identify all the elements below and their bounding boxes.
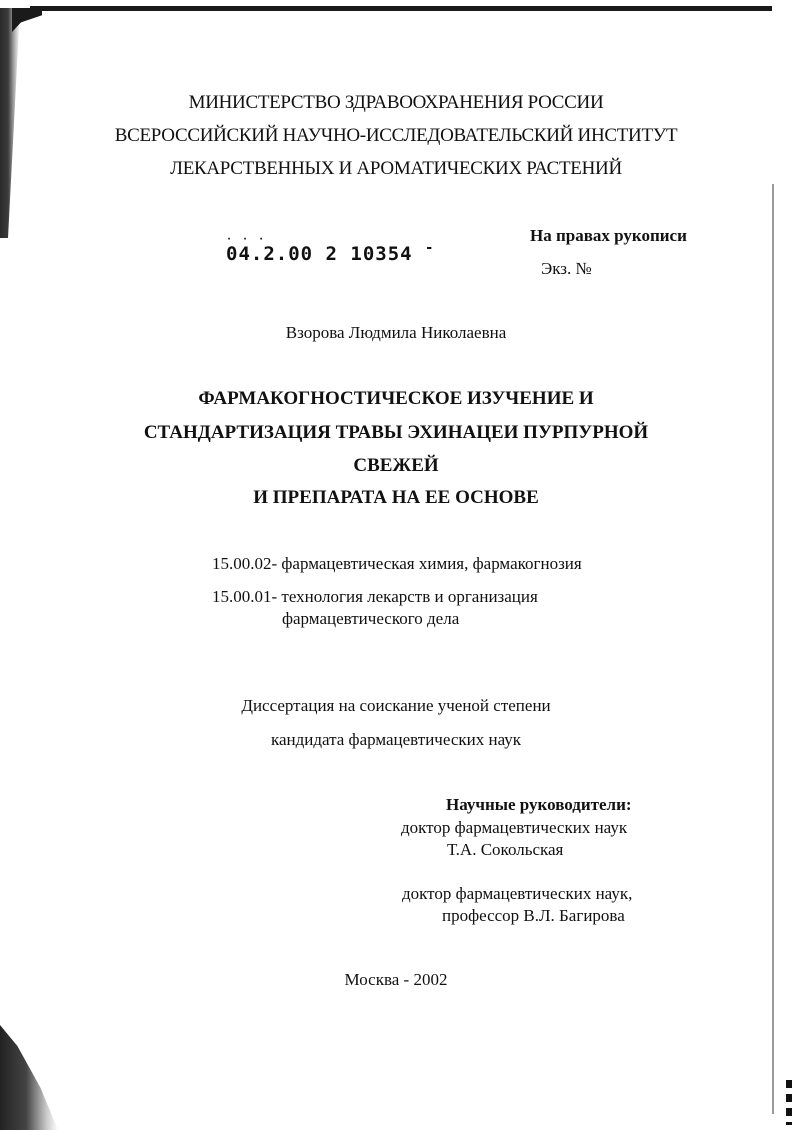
supervisor-1-name: Т.А. Сокольская: [447, 840, 564, 859]
stamp-number: 04.2.00 2 10354: [226, 243, 413, 265]
dissertation-purpose: Диссертация на соискание ученой степени: [241, 696, 551, 715]
ministry-name: МИНИСТЕРСТВО ЗДРАВООХРАНЕНИЯ РОССИИ: [188, 92, 604, 113]
thesis-title-line2: СТАНДАРТИЗАЦИЯ ТРАВЫ ЭХИНАЦЕИ ПУРПУРНОЙ: [143, 422, 649, 443]
specialty-code-2: 15.00.01- технология лекарств и организация: [212, 587, 538, 606]
institute-name-line2: ЛЕКАРСТВЕННЫХ И АРОМАТИЧЕСКИХ РАСТЕНИЙ: [170, 158, 622, 179]
dissertation-degree: кандидата фармацевтических наук: [270, 730, 522, 749]
library-stamp-number: [226, 234, 435, 265]
thesis-title-line1: ФАРМАКОГНОСТИЧЕСКОЕ ИЗУЧЕНИЕ И: [198, 388, 594, 409]
stamp-dots: · · ·: [226, 234, 267, 245]
thesis-title-line4: И ПРЕПАРАТА НА ЕЕ ОСНОВЕ: [253, 487, 539, 508]
copy-number-label: Экз. №: [541, 259, 592, 278]
supervisor-1-degree: доктор фармацевтических наук: [401, 818, 628, 837]
stamp-mark: -: [425, 240, 435, 256]
specialty-code-2-continued: фармацевтического дела: [282, 609, 460, 628]
scan-shadow-top-left: [0, 8, 20, 238]
scan-edge-marks-right: [786, 1080, 792, 1125]
author-name: Взорова Людмила Николаевна: [285, 323, 507, 342]
city-year: Москва - 2002: [344, 970, 448, 989]
institute-name-line1: ВСЕРОССИЙСКИЙ НАУЧНО-ИССЛЕДОВАТЕЛЬСКИЙ ИНСТИТУТ: [114, 125, 678, 146]
specialty-code-1: 15.00.02- фармацевтическая химия, фармакогнозия: [212, 554, 582, 573]
supervisor-2-name: профессор В.Л. Багирова: [442, 906, 625, 925]
supervisor-2-degree: доктор фармацевтических наук,: [402, 884, 633, 903]
scan-border-top: [30, 6, 772, 11]
supervisors-heading: Научные руководители:: [446, 795, 632, 814]
scan-shadow-bottom-left: [0, 1025, 58, 1130]
thesis-title-line3: СВЕЖЕЙ: [353, 455, 439, 476]
manuscript-rights-label: На правах рукописи: [530, 226, 687, 245]
